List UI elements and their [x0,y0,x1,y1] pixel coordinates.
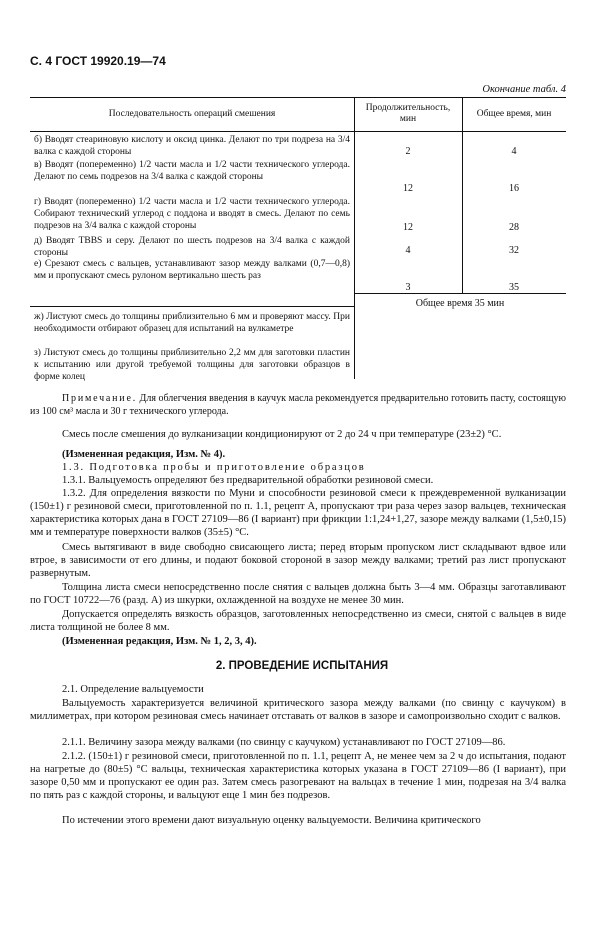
para-2-1-2: 2.1.2. (150±1) г резиновой смеси, приготовленной по п. 1.1, рецепт А, не менее чем за 2 ч до испытания, подают на нагретые до (80±5) °С вальцы, техническая характеристика которых указана в ГОСТ 27109—86 (I вариант), при зазоре 0,50 мм и пропускают ее один раз. Затем смесь разогревают на вальцах в течение 1 мин, подрезая на 3/4 валка по пять раз с каждой стороны, и вальцуют еще 1 мин без подрезов. [30,751,566,801]
page-header: С. 4 ГОСТ 19920.19—74 [30,54,166,68]
table-continuation-note: Окончание табл. 4 [482,84,566,95]
section-2-title: 2. ПРОВЕДЕНИЕ ИСПЫТАНИЯ [215,660,389,672]
row-d-total: 32 [509,245,519,256]
revision-note-2: (Измененная редакция, Изм. № 1, 2, 3, 4). [62,636,257,647]
col-header-duration-line2: мин [399,114,417,124]
total-time-note: Общее время 35 мин [415,298,505,309]
table-row-g: г) Вводят (попеременно) 1/2 части масла и 1/2 части технического углерода. Собирают технический углерод с поддона и вводят в смесь. Делают по семь подрезов на 3/4 валка с каждой стороны [34,197,350,231]
row-b-total: 4 [511,146,517,157]
para-conditioning: Смесь после смешения до вулканизации кондиционируют от 2 до 24 ч при температуре (23±2) °С. [62,429,502,440]
table-totals-border [354,293,566,294]
table-row-e: е) Срезают смесь с вальцев, устанавливают зазор между валками (0,7—0,8) мм и пропускают смесь рулоном вертикально шесть раз [34,259,350,281]
row-e-total: 35 [509,282,519,293]
mixing-table [30,97,566,382]
footnote-label: Примечание. [62,393,138,404]
col-header-operations: Последовательность операций смешения [108,109,276,119]
table-footnote [30,392,566,418]
row-g-total: 28 [509,222,519,233]
para-2-1: 2.1. Определение вальцуемости [62,684,204,695]
col-header-duration-line1: Продолжительность, [365,103,451,113]
table-row-zh: ж) Листуют смесь до толщины приблизительно 6 мм и проверяют массу. При необходимости отбирают образец для испытаний на вулкаметре [34,312,350,334]
table-col-divider-2 [462,97,463,293]
row-d-duration: 4 [405,245,411,256]
row-v-duration: 12 [403,183,413,194]
para-1-3-1: 1.3.1. Вальцуемость определяют без предварительной обработки резиновой смеси. [62,475,434,486]
row-e-duration: 3 [405,282,411,293]
heading-1-3: 1.3. Подготовка пробы и приготовление образцов [62,462,366,473]
para-1-3-2: 1.3.2. Для определения вязкости по Муни и способности резиновой смеси к преждевременной вулканизации (150±1) г резиновой смеси, приготовленной по п. 1.1, рецепт А, пропускают три раза через зазор вальцев, техническая характеристика которых дана в ГОСТ 27109—86 (I вариант) при фрикции 1:1,24+1,27, зазоре между валками (1,5±0,15) мм и температуре поверхности валков (35±5) °С. [30,488,566,538]
table-row-d: д) Вводят TBBS и серу. Делают по шесть подрезов на 3/4 валка с каждой стороны [34,236,350,258]
para-1-3-3: Смесь вытягивают в виде свободно свисающего листа; перед вторым пропуском лист складывают вдвое или втрое, в зависимости от его длины, и подают боковой стороной в зазор между валками; третий раз лист пропускают развернутым. [30,542,566,579]
col-header-total: Общее время, мин [476,109,552,119]
col-header-duration [354,103,462,125]
table-row-z: з) Листуют смесь до толщины приблизительно 2,2 мм для заготовки пластин к испытанию или другой требуемой толщины для заготовки образцов в форме колец [34,348,350,382]
para-1-3-4: Толщина листа смеси непосредственно после снятия с вальцев должна быть 3—4 мм. Образцы заготавливают по ГОСТ 10722—76 (разд. А) из шкурки, охлажденной на воздухе не менее 30 мин. [30,582,566,606]
table-row-v: в) Вводят (попеременно) 1/2 части масла и 1/2 части технического углерода. Делают по семь подрезов на 3/4 валка с каждой стороны [34,160,350,182]
row-b-duration: 2 [405,146,411,157]
table-row-b: б) Вводят стеариновую кислоту и оксид цинка. Делают по три подреза на 3/4 валка с каждой стороны [34,135,350,157]
footnote-text: Для облегчения введения в каучук масла рекомендуется предварительно готовить пасту, состоящую из 100 см³ масла и 30 г технического углерода. [30,393,566,417]
para-2-1-3: По истечении этого времени дают визуальную оценку вальцуемости. Величина критического [62,815,481,826]
para-1-3-5: Допускается определять вязкость образцов, заготовленных непосредственно из смеси, снятой с вальцев в виде листа толщиной не более 8 мм. [30,609,566,633]
revision-note-1: (Измененная редакция, Изм. № 4). [62,449,226,460]
table-top-border [30,97,566,98]
table-col-divider-1 [354,97,355,379]
table-header-border [30,131,566,132]
row-g-duration: 12 [403,222,413,233]
table-lower-border [30,306,354,307]
row-v-total: 16 [509,183,519,194]
para-2-1-desc: Вальцуемость характеризуется величиной критического зазора между валками (по свинцу с каучуком) в миллиметрах, при котором резиновая смесь начинает отставать от валков в зазоре и самопроизвольно сходит с валков. [30,698,566,722]
para-2-1-1: 2.1.1. Величину зазора между валками (по свинцу с каучуком) устанавливают по ГОСТ 27109—86. [62,737,506,748]
